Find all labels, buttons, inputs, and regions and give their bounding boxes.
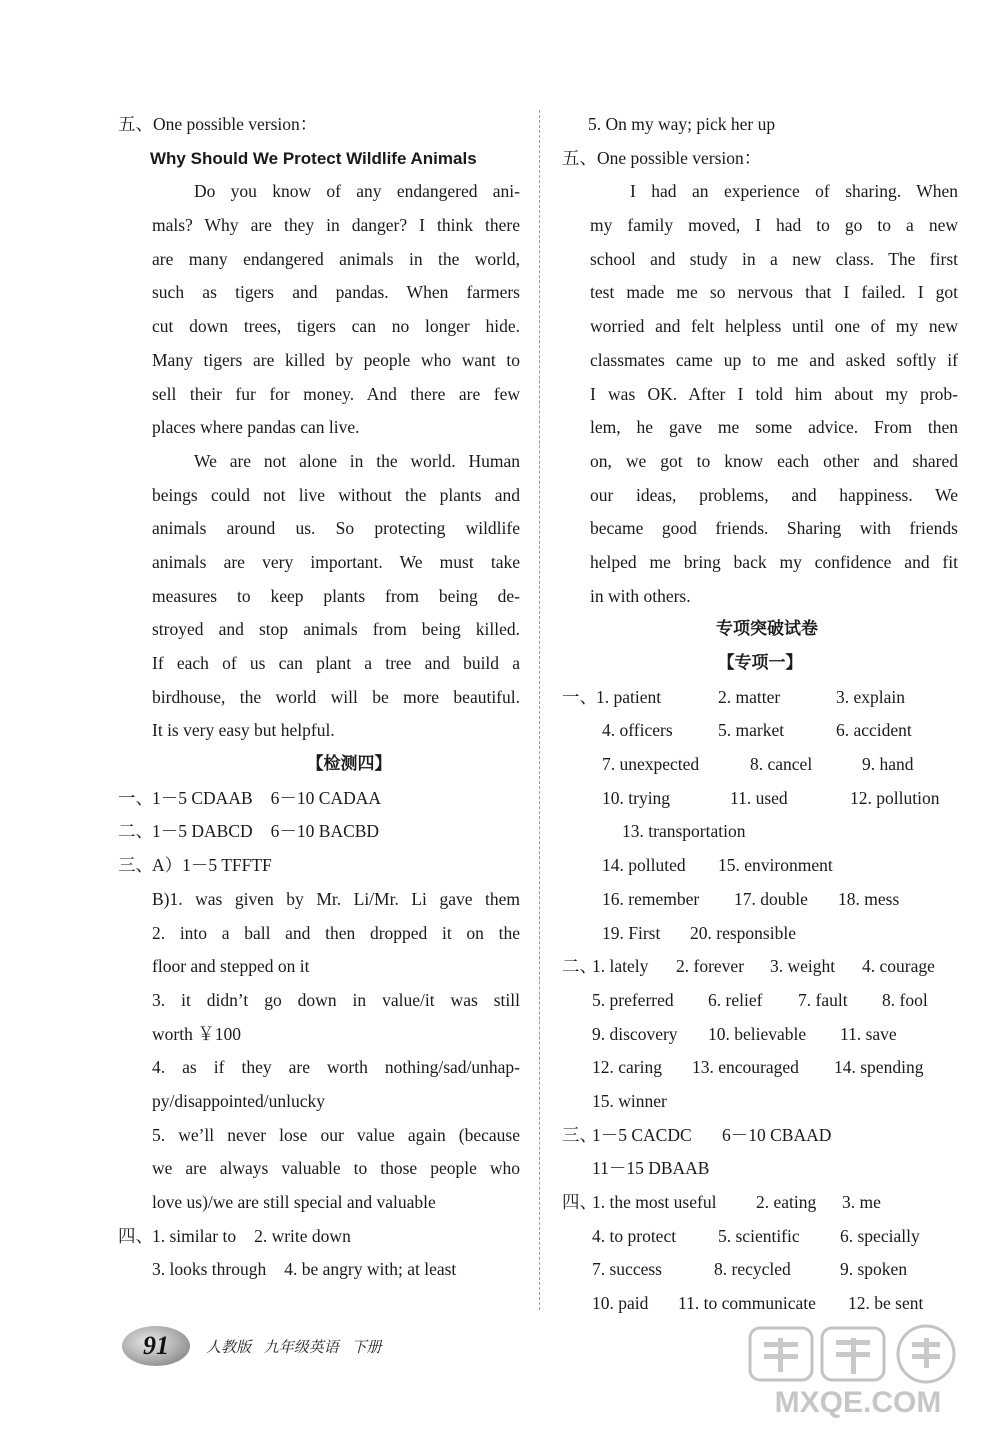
answer-row	[562, 849, 958, 883]
sharing-essay	[562, 175, 958, 613]
answer-row	[562, 1018, 958, 1052]
answer: 6. accident	[836, 720, 912, 741]
section-5-heading: 五、One possible version：	[118, 114, 318, 134]
test-4-title: 【检测四】	[306, 754, 392, 775]
column-divider	[539, 110, 540, 1310]
answer-row	[562, 917, 958, 951]
answer: 4. be angry with; at least	[284, 1259, 457, 1280]
answer: 12. pollution	[850, 787, 940, 808]
essay-title: Why Should We Protect Wildlife Animals	[150, 148, 477, 168]
answer: 13. transportation	[622, 821, 746, 842]
essay-line: helped me bring back my confidence and fit	[590, 551, 958, 572]
answer: 15. winner	[592, 1090, 667, 1111]
answer: 7. unexpected	[602, 754, 700, 775]
answer-row	[562, 1119, 958, 1153]
section-label: 一、	[118, 787, 153, 808]
essay-line: animals are very important. We must take	[152, 551, 520, 572]
answer: 19. First	[602, 922, 661, 943]
watermark-logo	[730, 1320, 980, 1420]
answer-row	[562, 1220, 958, 1254]
essay-line: It is very easy but helpful.	[152, 720, 335, 741]
answer-row-4	[118, 1220, 520, 1254]
section-label: 四、	[118, 1225, 153, 1246]
right-column	[562, 108, 958, 1321]
essay-line: classmates came up to me and asked softly if	[590, 349, 958, 370]
answer: 11. used	[730, 787, 788, 808]
watermark-url: MXQE.COM	[774, 1386, 942, 1419]
answer: 9. discovery	[592, 1023, 678, 1044]
answer: 2. eating	[756, 1192, 817, 1212]
answer-row	[562, 1051, 958, 1085]
answer: 8. fool	[882, 989, 928, 1010]
answer-row-1	[118, 782, 520, 816]
answer-line: worth ￥100	[152, 1023, 241, 1044]
left-column	[118, 108, 520, 1287]
essay-paragraph-2	[118, 445, 520, 748]
essay-line: places where pandas can live.	[152, 417, 360, 438]
answer: 6. specially	[840, 1225, 920, 1246]
page-number-badge: 91	[122, 1326, 190, 1366]
special-1-title: 【专项一】	[717, 653, 803, 673]
essay-line: worried and felt helpless until one of my new	[590, 316, 958, 337]
essay-line: Many tigers are killed by people who want to	[152, 349, 520, 370]
essay-line: birdhouse, the world will be more beautiful.	[152, 686, 520, 707]
answer: 17. double	[734, 888, 808, 909]
section-label: 二、	[118, 821, 153, 842]
answer: 14. polluted	[602, 855, 686, 876]
page-footer	[122, 1326, 382, 1366]
essay-line: beings could not live without the plants and	[152, 484, 520, 505]
section-label: 三、	[118, 855, 153, 876]
answer-row	[562, 984, 958, 1018]
answer: 3. me	[842, 1192, 881, 1212]
answer: 1－5 CDAAB	[152, 787, 253, 808]
paper-title: 专项突破试卷	[716, 619, 818, 640]
essay-line: are many endangered animals in the world,	[152, 248, 520, 269]
essay-line: If each of us can plant a tree and build a	[152, 653, 520, 673]
answer: 5. preferred	[592, 989, 674, 1010]
essay-line: school and study in a new class. The first	[590, 248, 958, 269]
essay-line: my family moved, I had to go to a new	[590, 215, 958, 236]
answer: 6－10 CBAAD	[722, 1124, 832, 1145]
answer-row-4b	[118, 1253, 520, 1287]
essay-line: such as tigers and pandas. When farmers	[152, 282, 520, 303]
answer: 1. patient	[596, 686, 662, 707]
answer-line: 5. we’ll never lose our value again (because	[152, 1124, 520, 1145]
answer: 12. caring	[592, 1057, 662, 1078]
answer-row	[562, 1253, 958, 1287]
essay-line: test made me so nervous that I failed. I got	[590, 282, 958, 303]
answer: 1. the most useful	[592, 1192, 717, 1212]
essay-line: our ideas, problems, and happiness. We	[590, 484, 958, 505]
section-label: 一、	[562, 686, 597, 707]
footer-book-info: 人教版 九年级英语 下册	[206, 1337, 382, 1356]
answer: 6. relief	[708, 989, 763, 1010]
essay-paragraph-1	[118, 175, 520, 445]
answer: 7. success	[592, 1259, 662, 1280]
answer-row	[562, 1287, 958, 1321]
answer: 16. remember	[602, 888, 700, 909]
answer-row	[562, 681, 958, 715]
section-label: 四、	[562, 1192, 597, 1212]
essay-line: in with others.	[590, 585, 691, 606]
answer: 1－5 CACDC	[592, 1124, 692, 1145]
essay-line: became good friends. Sharing with friends	[590, 518, 958, 539]
answer: 4. to protect	[592, 1225, 677, 1246]
answer: 18. mess	[838, 888, 900, 909]
answer-line: we are always valuable to those people who	[152, 1158, 520, 1179]
answer: 1. lately	[592, 956, 649, 977]
answer-row	[562, 815, 958, 849]
answer: A）1－5 TFFTF	[152, 855, 272, 876]
answer: 14. spending	[834, 1057, 924, 1078]
answer: 13. encouraged	[692, 1057, 799, 1078]
answer: 8. recycled	[714, 1259, 791, 1280]
answer-row	[562, 782, 958, 816]
answer-line: py/disappointed/unlucky	[152, 1090, 326, 1111]
answer: 7. fault	[798, 989, 848, 1010]
answer-line: B)1. was given by Mr. Li/Mr. Li gave them	[152, 888, 520, 909]
essay-line: Do you know of any endangered ani-	[194, 181, 520, 202]
answer: 5. scientific	[718, 1225, 800, 1246]
answer: 3. weight	[770, 956, 836, 977]
section-label: 二、	[562, 956, 597, 977]
answer: 11. save	[840, 1023, 897, 1044]
answer-row	[562, 950, 958, 984]
essay-line: stroyed and stop animals from being killed.	[152, 619, 520, 640]
answer: 4. officers	[602, 720, 673, 741]
answer-row-3a	[118, 849, 520, 883]
section-label: 三、	[562, 1124, 597, 1145]
answer: 3. looks through	[152, 1259, 267, 1280]
essay-line: mals? Why are they in danger? I think there	[152, 215, 520, 236]
answer: 9. hand	[862, 754, 914, 775]
answer: 2. write down	[254, 1225, 351, 1246]
answer: 20. responsible	[690, 922, 796, 943]
essay-line: lem, he gave me some advice. From then	[590, 417, 958, 438]
essay-line: We are not alone in the world. Human	[194, 450, 520, 471]
answer: 1. similar to	[152, 1225, 237, 1246]
answer: 2. forever	[676, 956, 745, 977]
answer-line: floor and stepped on it	[152, 956, 310, 977]
answer-line: 5. On my way; pick her up	[588, 114, 776, 134]
answer-line: 4. as if they are worth nothing/sad/unhap-	[152, 1057, 520, 1078]
answer: 15. environment	[718, 855, 833, 876]
section-5-heading: 五、One possible version：	[562, 147, 762, 168]
essay-line: I had an experience of sharing. When	[630, 181, 958, 202]
answer: 10. believable	[708, 1023, 807, 1044]
answer: 9. spoken	[840, 1259, 908, 1280]
answer-row	[562, 883, 958, 917]
essay-line: measures to keep plants from being de-	[152, 585, 520, 606]
answer: 5. market	[718, 720, 785, 741]
answer-row	[562, 1152, 958, 1186]
answer: 8. cancel	[750, 754, 813, 775]
answer: 12. be sent	[848, 1293, 924, 1314]
answer: 10. paid	[592, 1293, 649, 1314]
essay-line: I was OK. After I told him about my prob-	[590, 383, 958, 404]
answer: 6－10 BACBD	[270, 821, 380, 842]
answer: 4. courage	[862, 956, 935, 977]
answer-row-2	[118, 815, 520, 849]
answer: 11. to communicate	[678, 1293, 816, 1314]
essay-line: cut down trees, tigers can no longer hide.	[152, 316, 520, 337]
answer-row	[562, 748, 958, 782]
essay-line: on, we got to know each other and shared	[590, 450, 958, 471]
essay-line: animals around us. So protecting wildlife	[152, 518, 520, 539]
answer-line: 2. into a ball and then dropped it on the	[152, 922, 520, 943]
answer-row	[562, 1186, 958, 1220]
answer-row	[562, 714, 958, 748]
answer: 6－10 CADAA	[270, 787, 381, 808]
answer-row	[562, 1085, 958, 1119]
answer: 11－15 DBAAB	[592, 1158, 710, 1179]
answer: 3. explain	[836, 686, 906, 707]
answer-line: 3. it didn’t go down in value/it was still	[152, 989, 520, 1010]
answer: 1－5 DABCD	[152, 821, 253, 842]
answer-line: love us)/we are still special and valuable	[152, 1192, 436, 1212]
essay-line: sell their fur for money. And there are few	[152, 383, 520, 404]
answer: 2. matter	[718, 686, 781, 707]
answer: 10. trying	[602, 787, 671, 808]
